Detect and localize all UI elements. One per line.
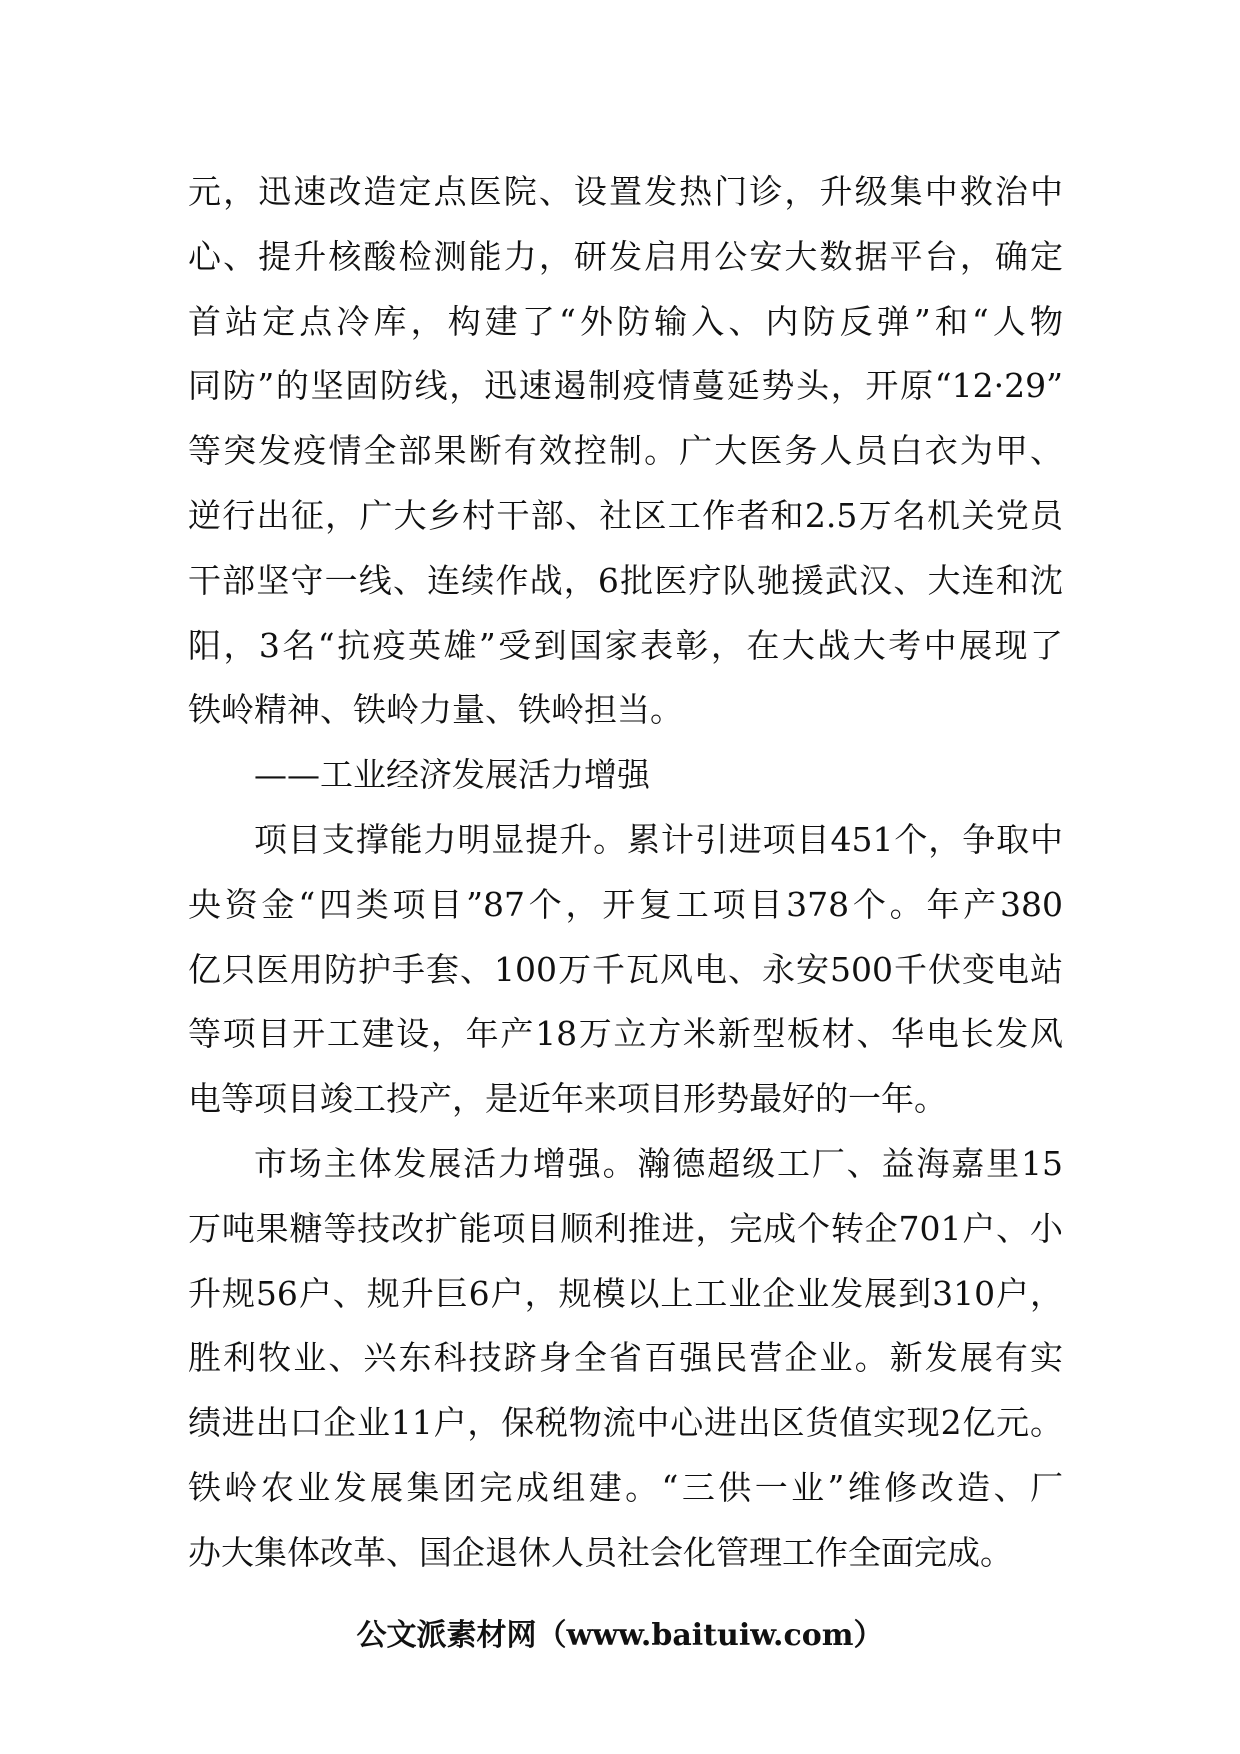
text-line: 铁岭精神、铁岭力量、铁岭担当。 <box>188 690 683 730</box>
text-line: 项目支撑能力明显提升。累计引进项目451个，争取中 <box>254 819 1063 859</box>
text-line: 心、提升核酸检测能力，研发启用公安大数据平台，确定 <box>188 236 1063 276</box>
text-line: 央资金“四类项目”87个，开复工项目378个。年产380 <box>188 884 1063 924</box>
section-heading: ——工业经济发展活力增强 <box>254 755 650 795</box>
text-line: 办大集体改革、国企退休人员社会化管理工作全面完成。 <box>188 1532 1013 1572</box>
text-line: 胜利牧业、兴东科技跻身全省百强民营企业。新发展有实 <box>188 1338 1063 1378</box>
watermark-footer: 公文派素材网（www.baituiw.com） <box>356 1618 884 1653</box>
text-line: 等项目开工建设，年产18万立方米新型板材、华电长发风 <box>188 1014 1063 1054</box>
text-line: 逆行出征，广大乡村干部、社区工作者和2.5万名机关党员 <box>188 495 1063 535</box>
document-body <box>188 160 1063 1586</box>
text-line: 亿只医用防护手套、100万千瓦风电、永安500千伏变电站 <box>188 949 1063 989</box>
text-line: 电等项目竣工投产，是近年来项目形势最好的一年。 <box>188 1079 947 1119</box>
text-line: 铁岭农业发展集团完成组建。“三供一业”维修改造、厂 <box>188 1467 1063 1507</box>
text-line: 市场主体发展活力增强。瀚德超级工厂、益海嘉里15 <box>254 1143 1063 1183</box>
text-line: 同防”的坚固防线，迅速遏制疫情蔓延势头，开原“12·29” <box>188 366 1063 406</box>
text-line: 阳，3名“抗疫英雄”受到国家表彰，在大战大考中展现了 <box>188 625 1063 665</box>
text-line: 等突发疫情全部果断有效控制。广大医务人员白衣为甲、 <box>188 431 1063 471</box>
text-line: 绩进出口企业11户，保税物流中心进出区货值实现2亿元。 <box>188 1403 1063 1443</box>
text-line: 首站定点冷库，构建了“外防输入、内防反弹”和“人物 <box>188 301 1063 341</box>
text-line: 干部坚守一线、连续作战，6批医疗队驰援武汉、大连和沈 <box>188 560 1063 600</box>
text-line: 升规56户、规升巨6户，规模以上工业企业发展到310户， <box>188 1273 1063 1313</box>
text-line: 万吨果糖等技改扩能项目顺利推进，完成个转企701户、小 <box>188 1208 1063 1248</box>
text-line: 元，迅速改造定点医院、设置发热门诊，升级集中救治中 <box>188 172 1063 211</box>
